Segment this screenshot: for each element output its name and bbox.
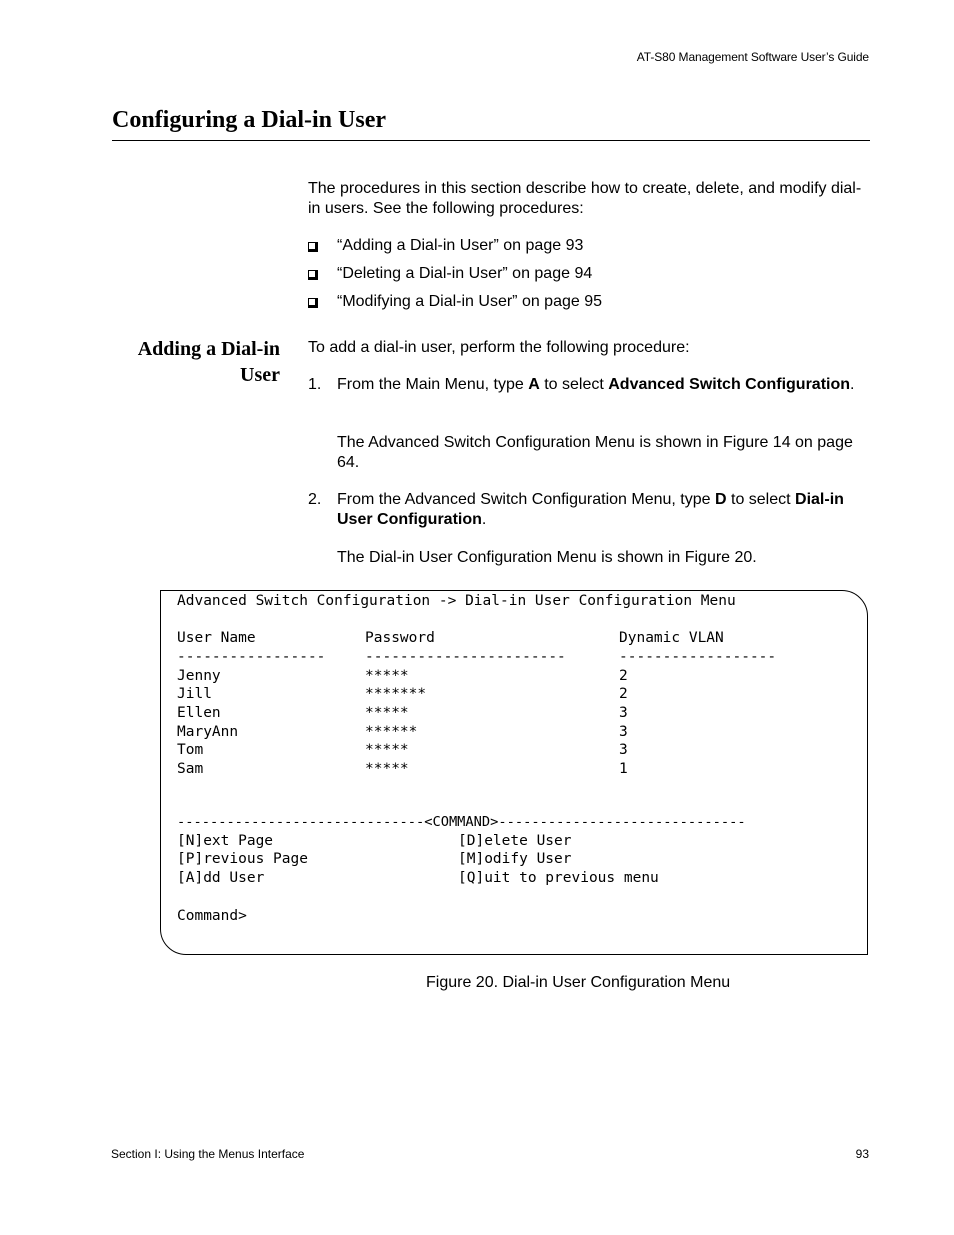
user-vlan: 1 <box>619 761 628 777</box>
step-text-pre: From the Advanced Switch Configuration Menu, type <box>337 491 715 508</box>
checkbox-bullet-icon <box>308 270 316 278</box>
step-key: A <box>528 376 540 393</box>
user-name: Jenny <box>177 668 221 684</box>
step-text-mid: to select <box>539 376 609 393</box>
user-name: Ellen <box>177 705 221 721</box>
page-number: 93 <box>855 1147 869 1161</box>
user-password: ***** <box>365 668 409 684</box>
user-password: ***** <box>365 742 409 758</box>
step-text-post: . <box>481 511 487 528</box>
user-name: Jill <box>177 686 212 702</box>
step-target: Advanced Switch Configuration <box>608 376 851 393</box>
step-number: 1. <box>308 376 322 393</box>
step-2-note: The Dial-in User Configuration Menu is shown in Figure 20. <box>337 549 757 566</box>
step-key: D <box>714 491 727 508</box>
command-previous-page[interactable]: [P]revious Page <box>177 851 308 867</box>
link-text[interactable]: “Adding a Dial-in User” on page 93 <box>337 237 584 254</box>
step-target: Dial-in User Configuration <box>337 491 844 528</box>
user-name: MaryAnn <box>177 724 239 740</box>
step-2-text <box>337 490 867 530</box>
user-password: ***** <box>365 705 409 721</box>
terminal-title: Advanced Switch Configuration -> Dial-in User Configuration Menu <box>177 593 736 609</box>
subsection-title: Adding a Dial-in User <box>137 338 280 386</box>
checkbox-bullet-icon <box>308 242 316 250</box>
step-number: 2. <box>308 491 322 508</box>
column-divider: ----------------- <box>177 649 326 665</box>
terminal-screen <box>160 590 868 955</box>
column-header-password: Password <box>365 630 435 646</box>
user-vlan: 3 <box>619 742 628 758</box>
step-1-text <box>337 375 867 395</box>
subsection-intro: To add a dial-in user, perform the following procedure: <box>308 339 690 356</box>
column-divider: ------------------ <box>619 649 777 665</box>
user-vlan: 3 <box>619 724 628 740</box>
footer-section: Section I: Using the Menus Interface <box>111 1147 305 1161</box>
user-vlan: 2 <box>619 668 628 684</box>
command-quit[interactable]: [Q]uit to previous menu <box>458 870 659 886</box>
column-header-vlan: Dynamic VLAN <box>619 630 724 646</box>
command-next-page[interactable]: [N]ext Page <box>177 833 274 849</box>
section-intro: The procedures in this section describe how to create, delete, and modify dial-in users. See the following procedures: <box>308 180 862 217</box>
command-delete-user[interactable]: [D]elete User <box>458 833 572 849</box>
command-bar: ------------------------------<COMMAND>------------------------------ <box>177 814 746 830</box>
running-header: AT-S80 Management Software User’s Guide <box>636 50 869 64</box>
user-password: ****** <box>365 724 418 740</box>
section-title: Configuring a Dial-in User <box>112 107 387 133</box>
checkbox-bullet-icon <box>308 298 316 306</box>
link-text[interactable]: “Deleting a Dial-in User” on page 94 <box>337 265 593 282</box>
command-prompt[interactable]: Command> <box>177 908 247 924</box>
user-name: Sam <box>177 761 204 777</box>
step-text-post: . <box>850 376 855 393</box>
step-1-note: The Advanced Switch Configuration Menu is shown in Figure 14 on page 64. <box>337 434 853 471</box>
user-name: Tom <box>177 742 204 758</box>
column-header-username: User Name <box>177 630 256 646</box>
column-divider: ----------------------- <box>365 649 566 665</box>
user-password: ******* <box>365 686 427 702</box>
step-text-pre: From the Main Menu, type <box>337 376 529 393</box>
command-modify-user[interactable]: [M]odify User <box>458 851 572 867</box>
figure-caption: Figure 20. Dial-in User Configuration Menu <box>426 974 731 991</box>
link-text[interactable]: “Modifying a Dial-in User” on page 95 <box>337 293 603 310</box>
user-vlan: 2 <box>619 686 628 702</box>
step-text-mid: to select <box>726 491 796 508</box>
title-rule <box>112 140 870 141</box>
user-vlan: 3 <box>619 705 628 721</box>
user-password: ***** <box>365 761 409 777</box>
command-add-user[interactable]: [A]dd User <box>177 870 265 886</box>
